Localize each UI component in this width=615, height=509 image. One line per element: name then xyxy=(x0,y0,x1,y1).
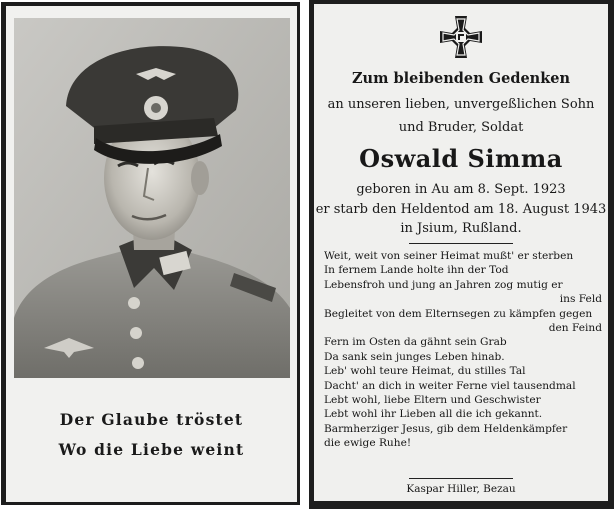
poem-line: Weit, weit von seiner Heimat mußt' er sterben xyxy=(324,250,574,262)
poem-line: Lebt wohl, liebe Eltern und Geschwister xyxy=(324,394,541,407)
poem-line: Lebensfroh und jung an Jahren zog mutig er xyxy=(324,278,563,291)
caption-line-1: Der Glaube tröstet xyxy=(59,410,244,429)
poem-line: In fernem Lande holte ihn der Tod xyxy=(324,264,509,277)
memorial-card-inner xyxy=(314,4,608,501)
memorial-poem xyxy=(324,249,602,451)
poem-line: ins Feld xyxy=(559,293,602,306)
poem-line: Da sank sein junges Leben hinab. xyxy=(324,350,505,363)
poem-line: Leb' wohl teure Heimat, du stilles Tal xyxy=(324,365,526,378)
intro-line-1: an unseren lieben, unvergeßlichen Sohn xyxy=(327,97,595,112)
author-credit: Kaspar Hiller, Bezau xyxy=(406,483,516,495)
soldier-portrait-photo xyxy=(14,18,290,378)
card-heading: Zum bleibenden Gedenken xyxy=(351,70,571,87)
memorial-card xyxy=(309,0,614,509)
photo-card-inner xyxy=(6,6,297,502)
iron-cross-icon xyxy=(440,16,482,58)
poem-line: Dacht' an dich in weiter Ferne viel tausendmal xyxy=(324,379,576,392)
death-place: in Jsium, Rußland. xyxy=(400,221,522,236)
portrait-illustration xyxy=(14,18,290,378)
poem-line: Begleitet von dem Elternsegen zu kämpfen gegen xyxy=(324,307,593,320)
divider-bottom xyxy=(409,478,513,479)
birth-info: geboren in Au am 8. Sept. 1923 xyxy=(356,182,566,197)
caption-line-2: Wo die Liebe weint xyxy=(58,440,245,459)
poem-line: den Feind xyxy=(548,322,602,335)
photo-card xyxy=(1,2,300,505)
deceased-name: Oswald Simma xyxy=(359,144,563,173)
poem-line: die ewige Ruhe! xyxy=(324,437,412,450)
poem-line: Barmherziger Jesus, gib dem Heldenkämpfer xyxy=(324,422,568,435)
poem-line: Lebt wohl ihr Lieben all die ich gekannt. xyxy=(324,408,543,421)
intro-line-2: und Bruder, Soldat xyxy=(398,120,524,135)
death-info: er starb den Heldentod am 18. August 1943 xyxy=(315,202,607,217)
divider-top xyxy=(409,243,513,244)
poem-line: Fern im Osten da gähnt sein Grab xyxy=(324,336,507,349)
